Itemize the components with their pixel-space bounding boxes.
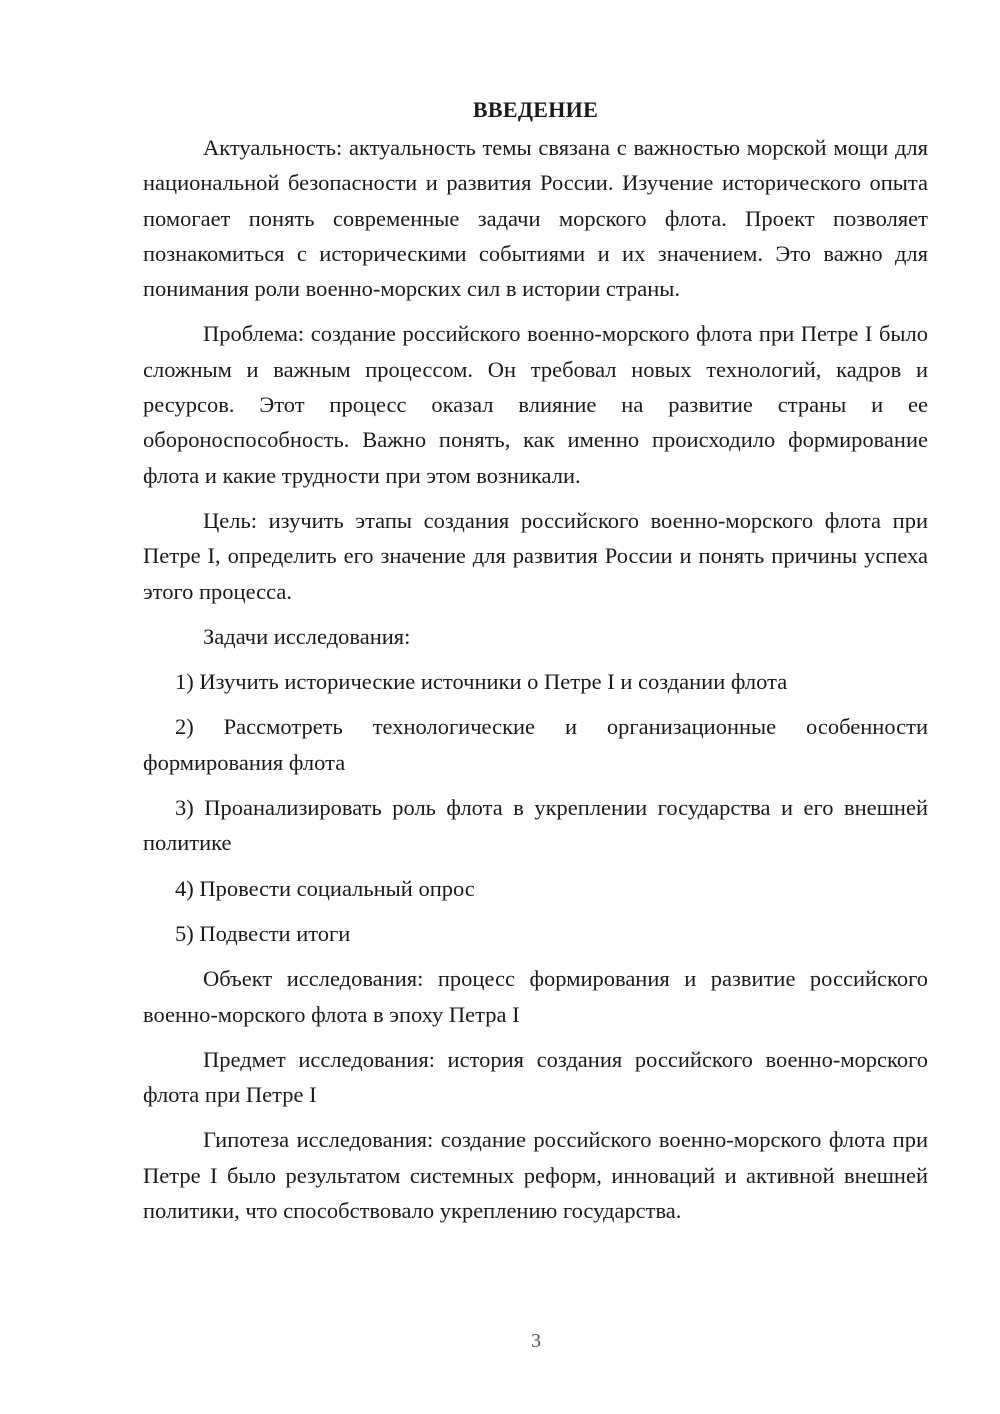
problem-paragraph: Проблема: создание российского военно-морского флота при Петре I было сложным и важным процессом. Он требовал новых технологий, кадров и ресурсов. Этот процесс оказал влияние на развитие страны и ее обороноспособность. Важно понять, как именно происходило формирование флота и какие трудности при этом возникали. [143,321,928,488]
task-item-2: 2) Рассмотреть технологические и организационные особенности формирования флота [143,714,928,775]
task-item-3: 3) Проанализировать роль флота в укреплении государства и его внешней политике [143,795,928,856]
task-item-4: 4) Провести социальный опрос [175,875,475,901]
subject-paragraph: Предмет исследования: история создания российского военно-морского флота при Петре I [143,1046,928,1108]
document-page [143,90,928,1238]
hypothesis-paragraph: Гипотеза исследования: создание российского военно-морского флота при Петре I было результатом системных реформ, инноваций и активной внешней политики, что способствовало укреплению государства. [143,1127,928,1224]
page-number: 3 [531,1330,541,1352]
goal-paragraph: Цель: изучить этапы создания российского военно-морского флота при Петре I, определить его значение для развития России и понять причины успеха этого процесса. [143,507,928,604]
page-title: ВВЕДЕНИЕ [472,97,599,122]
tasks-heading: Задачи исследования: [203,623,411,649]
relevance-paragraph: Актуальность: актуальность темы связана с важностью морской мощи для национальной безопасности и развития России. Изучение исторического опыта помогает понять современные задачи морского флота. Проект позволяет познакомиться с историческими событиями и их значением. Это важно для понимания роли военно-морских сил в истории страны. [143,135,928,302]
object-paragraph: Объект исследования: процесс формирования и развитие российского военно-морского флота в эпоху Петра I [143,966,928,1027]
task-item-1: 1) Изучить исторические источники о Петре I и создании флота [175,669,788,695]
task-item-5: 5) Подвести итоги [175,920,351,946]
